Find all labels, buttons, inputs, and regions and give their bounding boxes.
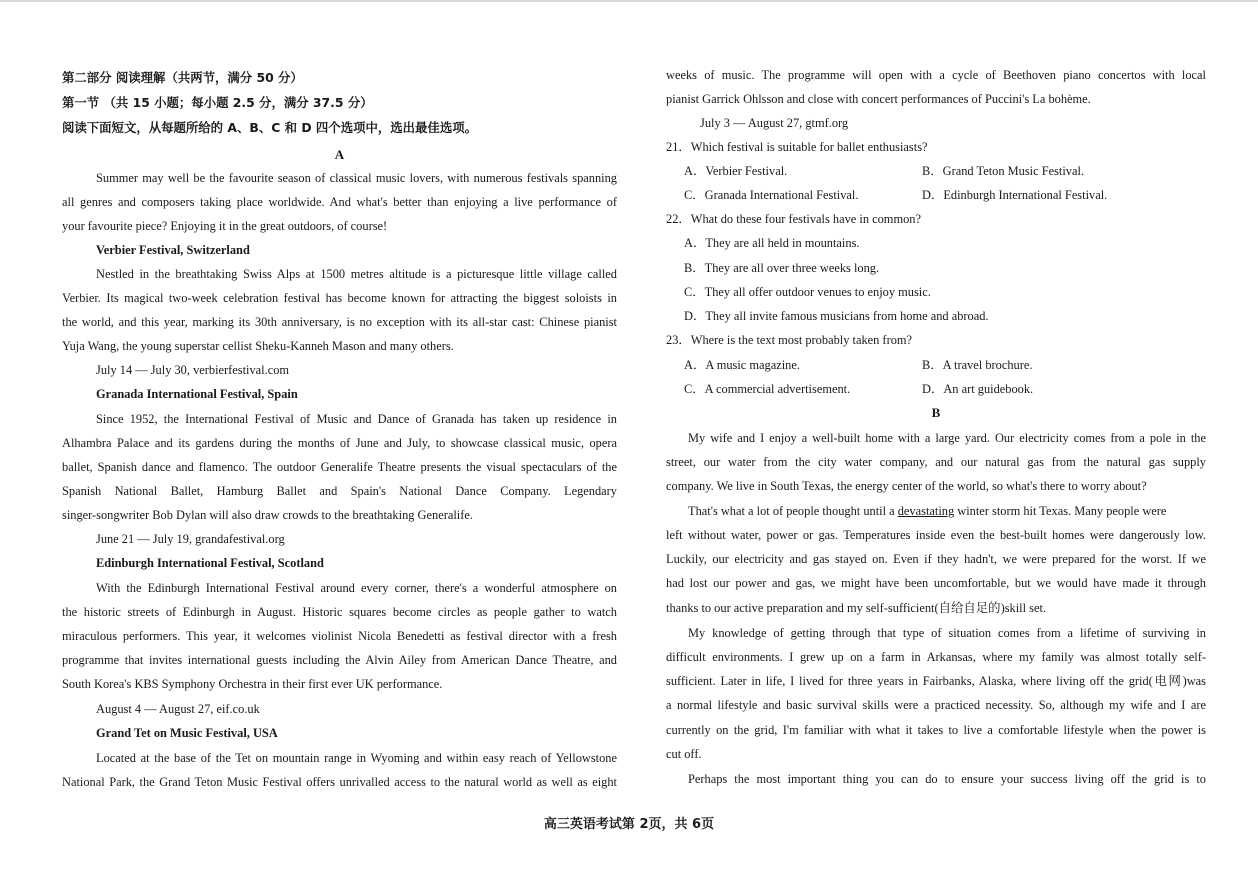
edinburgh-line: With the Edinburgh International Festival around every corner, there's a wonderful atmosphere on — [96, 581, 617, 595]
edinburgh-line: the historic streets of Edinburgh in August. Historic squares become circles as people gather to watch — [62, 605, 617, 619]
passage-b-line — [666, 502, 1206, 520]
page-footer: 高三英语考试第 2页，共 6页 — [543, 817, 715, 832]
granada-line: Alhambra Palace and its gardens during the months of June and July, to showcase classical music, opera — [62, 436, 617, 450]
teton-line: weeks of music. The programme will open with a cycle of Beethoven piano concertos with local — [666, 68, 1206, 82]
teton-dates: July 3 — August 27, gtmf.org — [700, 116, 849, 130]
passage-b-line: left without water, power or gas. Temperatures inside even the best-built homes were dangerously low. — [666, 528, 1206, 542]
edinburgh-line: programme that invites international guests including the Alvin Ailey from American Dance Theatre, and — [62, 653, 617, 667]
passage-b-line: My wife and I enjoy a well-built home with a large yard. Our electricity comes from a pole in the — [688, 431, 1206, 445]
top-border — [0, 0, 1258, 2]
verbier-line: Verbier. Its magical two-week celebration festival has become known for attracting the biggest soloists in — [62, 291, 617, 305]
verbier-line: Nestled in the breathtaking Swiss Alps at 1500 metres altitude is a picturesque little village called — [96, 267, 617, 281]
granada-line: singer-songwriter Bob Dylan will also draw crowds to the breathtaking Generalife. — [62, 508, 473, 522]
passage-b-letter: B — [931, 405, 941, 420]
question-21-option-c[interactable]: C．Granada International Festival. — [684, 188, 859, 202]
question-21-stem: 21．Which festival is suitable for ballet enthusiasts? — [666, 140, 928, 154]
question-21-option-b[interactable]: B．Grand Teton Music Festival. — [922, 164, 1085, 178]
teton-line: National Park, the Grand Teton Music Festival offers unrivalled access to the natural world as well as eight — [62, 775, 617, 789]
question-23-option-d[interactable]: D．An art guidebook. — [922, 382, 1034, 396]
question-21-option-d[interactable]: D．Edinburgh International Festival. — [922, 188, 1108, 202]
passage-b-line: My knowledge of getting through that type of situation comes from a lifetime of surviving in — [688, 626, 1206, 640]
question-22-option-b[interactable]: B．They are all over three weeks long. — [684, 261, 880, 275]
passage-b-line: sufficient. Later in life, I lived for three years in Fairbanks, Alaska, where living off the grid(电网)was — [666, 674, 1206, 688]
passage-a-letter: A — [334, 147, 345, 162]
question-22-option-c[interactable]: C．They all offer outdoor venues to enjoy music. — [684, 285, 931, 299]
edinburgh-line: South Korea's KBS Symphony Orchestra in their first ever UK performance. — [62, 677, 443, 691]
passage-b-line: difficult environments. I grew up on a farm in Arkansas, where my family was almost totally self- — [666, 650, 1206, 664]
edinburgh-heading: Edinburgh International Festival, Scotland — [96, 556, 324, 570]
vocabulary-word-devastating: devastating — [897, 504, 955, 518]
passage-b-line: thanks to our active preparation and my self-sufficient(自给自足的)skill set. — [666, 601, 1047, 615]
passage-b-line: had lost our power and gas, we might have been uncomfortable, but we would have made it through — [666, 576, 1206, 590]
passage-b-line: Perhaps the most important thing you can do to ensure your success living off the grid is to — [688, 772, 1206, 786]
granada-line: Spanish National Ballet, Hamburg Ballet and Spain's National Dance Company. Legendary — [62, 484, 617, 498]
question-22-option-d[interactable]: D．They all invite famous musicians from home and abroad. — [684, 309, 989, 323]
question-22-option-a[interactable]: A．They are all held in mountains. — [684, 236, 860, 250]
question-23-option-b[interactable]: B．A travel brochure. — [922, 358, 1033, 372]
passage-b-line: Luckily, our electricity and gas stayed on. Even if they hadn't, we were prepared for the worst. If we — [666, 552, 1206, 566]
passage-b-line: a normal lifestyle and basic survival skills were a practiced necessity. So, although my wife and I are — [666, 698, 1206, 712]
granada-heading: Granada International Festival, Spain — [96, 387, 298, 401]
section-title: 第二部分 阅读理解（共两节，满分 50 分） — [62, 70, 303, 85]
instructions: 阅读下面短文，从每题所给的 A、B、C 和 D 四个选项中，选出最佳选项。 — [62, 120, 477, 135]
teton-line: Located at the base of the Tet on mountain range in Wyoming and within easy reach of Yellowstone — [96, 751, 617, 765]
question-23-stem: 23．Where is the text most probably taken from? — [666, 333, 913, 347]
intro-line: Summer may well be the favourite season of classical music lovers, with numerous festivals spanning — [96, 171, 617, 185]
intro-line: your favourite piece? Enjoying it in the great outdoors, of course! — [62, 219, 388, 233]
passage-b-line: currently on the grid, I'm familiar with what it takes to live a comfortable lifestyle when the power is — [666, 723, 1206, 737]
verbier-line: the world, and this year, marking its 30th anniversary, is no exception with its all-star cast: Chinese pianist — [62, 315, 617, 329]
edinburgh-dates: August 4 — August 27, eif.co.uk — [96, 702, 260, 716]
question-23-option-c[interactable]: C．A commercial advertisement. — [684, 382, 851, 396]
subsection-title: 第一节 （共 15 小题；每小题 2.5 分，满分 37.5 分） — [62, 95, 373, 110]
verbier-heading: Verbier Festival, Switzerland — [96, 243, 250, 257]
text-segment: That's what a lot of people thought until a — [688, 504, 898, 518]
text-segment: winter storm hit Texas. Many people were — [954, 504, 1167, 518]
verbier-dates: July 14 — July 30, verbierfestival.com — [96, 363, 290, 377]
question-21-option-a[interactable]: A．Verbier Festival. — [684, 164, 788, 178]
passage-b-line: company. We live in South Texas, the energy center of the world, so what's there to worry about? — [666, 479, 1147, 493]
question-22-stem: 22．What do these four festivals have in common? — [666, 212, 921, 226]
granada-line: Since 1952, the International Festival of Music and Dance of Granada has taken up residence in — [96, 412, 617, 426]
teton-heading: Grand Tet on Music Festival, USA — [96, 726, 278, 740]
passage-b-line: cut off. — [666, 747, 702, 761]
teton-line: pianist Garrick Ohlsson and close with concert performances of Puccini's La bohème. — [666, 92, 1091, 106]
granada-dates: June 21 — July 19, grandafestival.org — [96, 532, 285, 546]
passage-b-line: street, our water from the city water company, and our natural gas from the natural gas supply — [666, 455, 1206, 469]
edinburgh-line: miraculous performers. This year, it welcomes violinist Nicola Benedetti as festival director with a fresh — [62, 629, 617, 643]
question-23-option-a[interactable]: A．A music magazine. — [684, 358, 800, 372]
granada-line: ballet, Spanish dance and flamenco. The outdoor Generalife Theatre presents the visual spectaculars of the — [62, 460, 617, 474]
intro-line: all genres and composers taking place worldwide. And what's better than enjoying a live performance of — [62, 195, 617, 209]
verbier-line: Yuja Wang, the young superstar cellist Sheku-Kanneh Mason and many others. — [62, 339, 454, 353]
